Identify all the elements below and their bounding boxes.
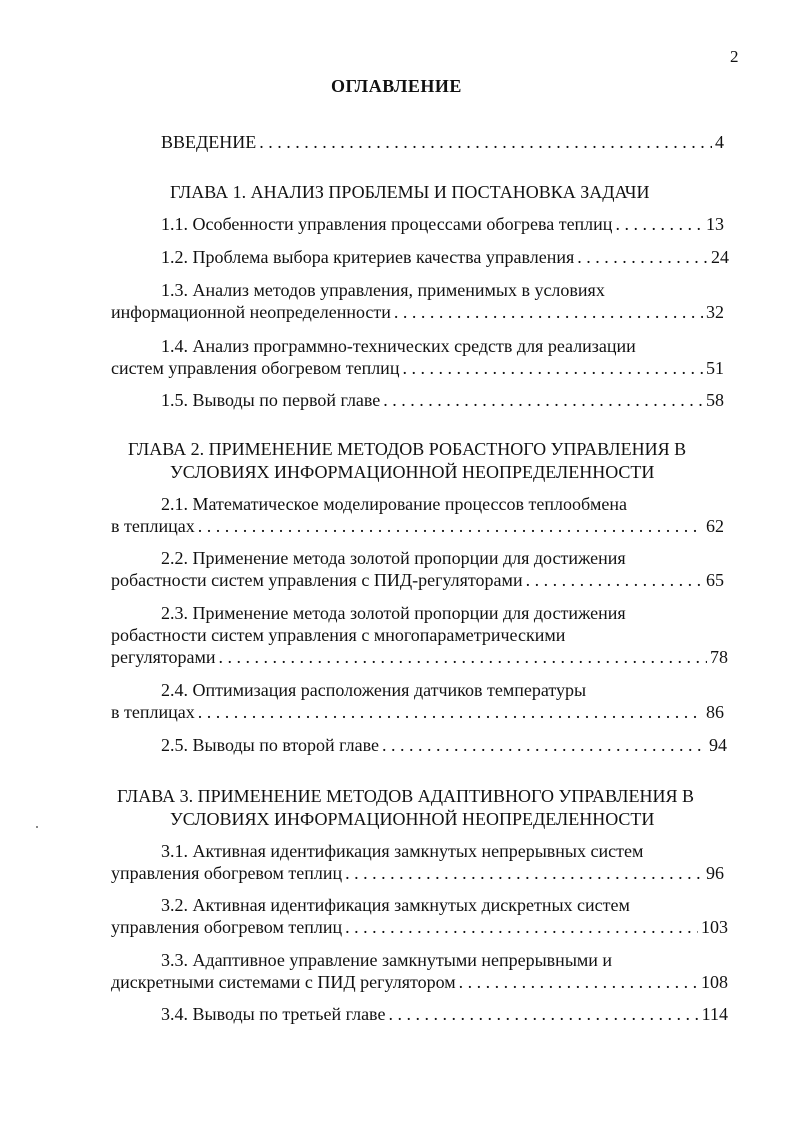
toc-entry-page: 94 xyxy=(709,735,727,755)
leader-dots xyxy=(459,971,698,993)
toc-entry-page: 108 xyxy=(701,972,728,992)
leader-dots xyxy=(218,646,707,668)
leader-dots xyxy=(198,515,703,537)
leader-dots xyxy=(259,131,712,153)
toc-entry-title-line: 2.4. Оптимизация расположения датчиков температуры xyxy=(161,680,587,700)
page-number: 2 xyxy=(730,47,739,66)
leader-dots xyxy=(615,213,703,235)
toc-entry-title: управления обогревом теплиц xyxy=(111,863,343,883)
toc-entry-page: 96 xyxy=(706,863,724,883)
toc-entry-page: 13 xyxy=(706,214,724,234)
toc-entry-page: 62 xyxy=(706,516,724,536)
toc-entry-3-2[interactable] xyxy=(111,894,728,938)
toc-entry-2-4[interactable] xyxy=(111,679,724,723)
toc-entry-2-2[interactable] xyxy=(111,547,724,591)
leader-dots xyxy=(345,862,703,884)
toc-entry-2-5[interactable] xyxy=(161,734,727,756)
toc-entry-1-1[interactable] xyxy=(161,213,724,235)
toc-entry-2-3[interactable] xyxy=(111,602,728,668)
toc-entry-page: 4 xyxy=(715,132,724,152)
chapter-heading-line: ГЛАВА 1. АНАЛИЗ ПРОБЛЕМЫ И ПОСТАНОВКА ЗАДАЧИ xyxy=(170,182,650,202)
toc-entry-title: робастности систем управления с ПИД-регуляторами xyxy=(111,570,523,590)
toc-entry-intro[interactable] xyxy=(161,131,724,153)
leader-dots xyxy=(345,916,698,938)
leader-dots xyxy=(402,357,703,379)
toc-entry-title: 2.5. Выводы по второй главе xyxy=(161,735,379,755)
toc-entry-title-line: 3.1. Активная идентификация замкнутых непрерывных систем xyxy=(161,841,644,861)
toc-entry-3-1[interactable] xyxy=(111,840,724,884)
toc-entry-title: систем управления обогревом теплиц xyxy=(111,358,400,378)
toc-entry-title: в теплицах xyxy=(111,702,195,722)
toc-entry-title: 1.1. Особенности управления процессами обогрева теплиц xyxy=(161,214,613,234)
toc-entry-3-3[interactable] xyxy=(111,949,728,993)
toc-entry-title: дискретными системами с ПИД регулятором xyxy=(111,972,456,992)
toc-entry-title: регуляторами xyxy=(111,647,216,667)
chapter-heading-line: УСЛОВИЯХ ИНФОРМАЦИОННОЙ НЕОПРЕДЕЛЕННОСТИ xyxy=(170,462,655,482)
toc-entry-title-line: 2.1. Математическое моделирование процессов теплообмена xyxy=(161,494,627,514)
toc-entry-1-4[interactable] xyxy=(111,335,724,379)
toc-entry-page: 114 xyxy=(701,1004,728,1024)
toc-entry-page: 65 xyxy=(706,570,724,590)
leader-dots xyxy=(526,569,703,591)
toc-entry-title-line: 3.2. Активная идентификация замкнутых дискретных систем xyxy=(161,895,630,915)
chapter-heading-line: УСЛОВИЯХ ИНФОРМАЦИОННОЙ НЕОПРЕДЕЛЕННОСТИ xyxy=(170,809,655,829)
toc-entry-title-line: робастности систем управления с многопараметрическими xyxy=(111,625,566,645)
toc-entry-title: 1.2. Проблема выбора критериев качества управления xyxy=(161,247,575,267)
chapter-heading-line: ГЛАВА 2. ПРИМЕНЕНИЕ МЕТОДОВ РОБАСТНОГО УПРАВЛЕНИЯ В xyxy=(128,439,687,459)
toc-entry-page: 32 xyxy=(706,302,724,322)
toc-entry-1-3[interactable] xyxy=(111,279,724,323)
toc-entry-page: 86 xyxy=(706,702,724,722)
toc-entry-title-line: 1.3. Анализ методов управления, применимых в условиях xyxy=(161,280,605,300)
toc-entry-page: 103 xyxy=(701,917,728,937)
toc-entry-title-line: 3.3. Адаптивное управление замкнутыми непрерывными и xyxy=(161,950,613,970)
toc-entry-page: 78 xyxy=(710,647,728,667)
leader-dots xyxy=(394,301,703,323)
toc-entry-1-2[interactable] xyxy=(161,246,729,268)
chapter-heading-line: ГЛАВА 3. ПРИМЕНЕНИЕ МЕТОДОВ АДАПТИВНОГО УПРАВЛЕНИЯ В xyxy=(117,786,694,806)
toc-title: ОГЛАВЛЕНИЕ xyxy=(331,76,462,96)
toc-entry-title: в теплицах xyxy=(111,516,195,536)
toc-entry-3-4[interactable] xyxy=(161,1003,728,1025)
toc-entry-title: 1.5. Выводы по первой главе xyxy=(161,390,381,410)
toc-entry-title-line: 2.3. Применение метода золотой пропорции для достижения xyxy=(161,603,626,623)
toc-entry-title-line: 1.4. Анализ программно-технических средств для реализации xyxy=(161,336,636,356)
leader-dots xyxy=(577,246,708,268)
toc-entry-page: 58 xyxy=(706,390,724,410)
toc-entry-page: 24 xyxy=(711,247,729,267)
toc-entry-page: 51 xyxy=(706,358,724,378)
toc-entry-title: информационной неопределенности xyxy=(111,302,391,322)
leader-dots xyxy=(382,734,706,756)
scan-speck xyxy=(36,826,38,828)
toc-entry-title-line: 2.2. Применение метода золотой пропорции для достижения xyxy=(161,548,626,568)
toc-entry-1-5[interactable] xyxy=(161,389,724,411)
leader-dots xyxy=(383,389,703,411)
toc-entry-title: 3.4. Выводы по третьей главе xyxy=(161,1004,386,1024)
leader-dots xyxy=(388,1003,698,1025)
toc-entry-title: ВВЕДЕНИЕ xyxy=(161,132,257,152)
toc-entry-title: управления обогревом теплиц xyxy=(111,917,343,937)
leader-dots xyxy=(198,701,703,723)
toc-entry-2-1[interactable] xyxy=(111,493,724,537)
